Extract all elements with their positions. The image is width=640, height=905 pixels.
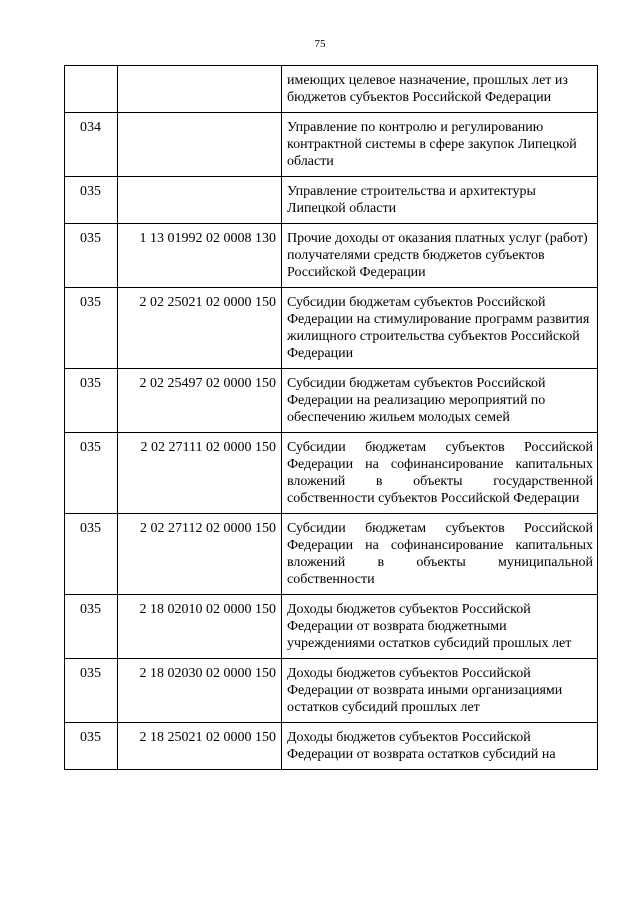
revenue-name-cell: Субсидии бюджетам субъектов Российской Федерации на софинансирование капитальных вложений в объекты государственной собственности субъектов Российской Федерации (282, 433, 598, 514)
revenue-code-cell: 2 18 02030 02 0000 150 (118, 659, 282, 723)
page-number: 75 (314, 38, 326, 50)
revenue-code-cell (118, 66, 282, 113)
revenue-code-cell: 2 02 27112 02 0000 150 (118, 514, 282, 595)
revenue-code-cell (118, 177, 282, 224)
revenue-code-cell: 2 02 25497 02 0000 150 (118, 369, 282, 433)
revenue-code-cell: 2 02 25021 02 0000 150 (118, 288, 282, 369)
table-row (65, 113, 598, 177)
admin-code-cell: 035 (65, 224, 118, 288)
revenue-name-cell: Субсидии бюджетам субъектов Российской Федерации на стимулирование программ развития жилищного строительства субъектов Российской Федерации (282, 288, 598, 369)
revenue-code-cell: 1 13 01992 02 0008 130 (118, 224, 282, 288)
table-row (65, 514, 598, 595)
revenue-code-cell: 2 18 02010 02 0000 150 (118, 595, 282, 659)
table-row (65, 369, 598, 433)
revenue-name-cell: Управление строительства и архитектуры Липецкой области (282, 177, 598, 224)
table-body (65, 66, 598, 770)
admin-code-cell: 035 (65, 595, 118, 659)
table-row (65, 595, 598, 659)
revenue-name-cell: Прочие доходы от оказания платных услуг (работ) получателями средств бюджетов субъектов Российской Федерации (282, 224, 598, 288)
admin-code-cell: 035 (65, 369, 118, 433)
revenue-name-cell: Управление по контролю и регулированию контрактной системы в сфере закупок Липецкой области (282, 113, 598, 177)
revenue-code-cell (118, 113, 282, 177)
revenue-name-cell: Доходы бюджетов субъектов Российской Федерации от возврата остатков субсидий на (282, 723, 598, 770)
budget-classification-table (64, 65, 598, 770)
table-row (65, 66, 598, 113)
revenue-code-cell: 2 02 27111 02 0000 150 (118, 433, 282, 514)
admin-code-cell (65, 66, 118, 113)
admin-code-cell: 035 (65, 514, 118, 595)
table-row (65, 723, 598, 770)
revenue-name-cell: имеющих целевое назначение, прошлых лет из бюджетов субъектов Российской Федерации (282, 66, 598, 113)
admin-code-cell: 035 (65, 433, 118, 514)
admin-code-cell: 035 (65, 288, 118, 369)
revenue-name-cell: Субсидии бюджетам субъектов Российской Федерации на софинансирование капитальных вложений в объекты муниципальной собственности (282, 514, 598, 595)
admin-code-cell: 035 (65, 659, 118, 723)
table-row (65, 659, 598, 723)
revenue-name-cell: Доходы бюджетов субъектов Российской Федерации от возврата иными организациями остатков субсидий прошлых лет (282, 659, 598, 723)
revenue-name-cell: Субсидии бюджетам субъектов Российской Федерации на реализацию мероприятий по обеспечению жильем молодых семей (282, 369, 598, 433)
table-row (65, 224, 598, 288)
revenue-code-cell: 2 18 25021 02 0000 150 (118, 723, 282, 770)
admin-code-cell: 035 (65, 723, 118, 770)
revenue-name-cell: Доходы бюджетов субъектов Российской Федерации от возврата бюджетными учреждениями остатков субсидий прошлых лет (282, 595, 598, 659)
admin-code-cell: 035 (65, 177, 118, 224)
table-row (65, 177, 598, 224)
admin-code-cell: 034 (65, 113, 118, 177)
table-row (65, 288, 598, 369)
table-row (65, 433, 598, 514)
